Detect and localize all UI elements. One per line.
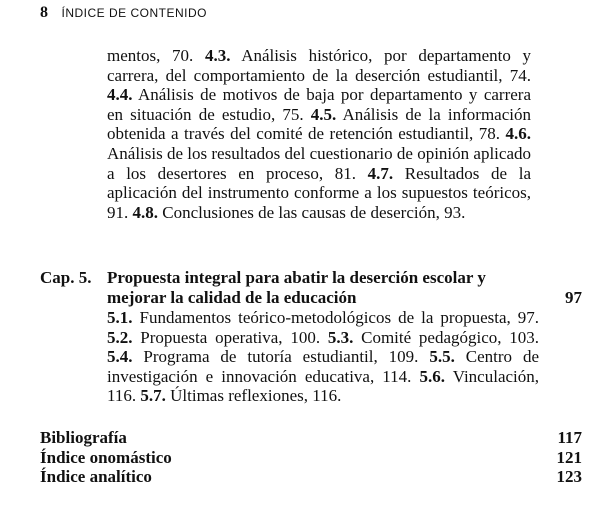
back-matter-row [40,467,582,487]
back-matter-label: Bibliografía [40,428,127,447]
section-number: 5.6. [419,366,445,386]
section-number: 4.3. [204,46,231,65]
back-matter-row [40,428,582,448]
entry-text: Análisis histórico, por departamento y carrera, del comportamiento de la deserción estudiantil, 74. [107,46,532,85]
back-matter-page: 117 [557,428,582,447]
section-number: 5.3. [327,327,354,347]
entry-text: Centro de investigación e innovación educativa, 114. [107,347,539,386]
back-matter-label: Índice onomástico [40,447,172,467]
entry-text: Análisis de los resultados del cuestionario de opinión aplicado a los desertores en proceso, 81. [107,143,531,183]
section-number: 5.1. [107,308,133,327]
page-number: 8 [40,4,48,21]
entry-text: Fundamentos teórico-metodológicos de la propuesta, 97. [139,308,539,327]
entry-text: Análisis de motivos de baja por departamento y carrera en situación de estudio, 75. [107,85,531,124]
chapter-title: Propuesta integral para abatir la deserción escolar y mejorar la calidad de la educación [107,268,486,307]
page-header [40,4,207,22]
back-matter-label: Índice analítico [40,467,152,487]
chapter-5-sections [107,308,539,406]
section-number: 4.8. [132,202,158,222]
section-number: 5.7. [140,386,166,406]
section-number: 4.6. [505,124,531,144]
section-number: 4.4. [107,85,133,105]
back-matter-page: 121 [556,447,582,467]
section-number: 4.5. [310,104,337,124]
entry-text: Comité pedagógico, 103. [361,327,540,347]
back-matter-row [40,448,582,468]
back-matter-list [40,428,582,487]
entry-text: Vinculación, 116. [107,366,540,406]
chapter-label: Cap. 5. [40,268,92,287]
entry-text: Análisis de la información obtenida a través del comité de retención estudiantil, 78. [107,104,531,144]
section-number: 5.4. [107,347,133,367]
entry-text: Propuesta operativa, 100. [140,327,321,347]
entry-text: Programa de tutoría estudiantil, 109. [143,347,419,367]
section-number: 5.2. [107,327,133,347]
entry-text: Resultados de la aplicación del instrumento conforme a los supuestos teóricos, 91. [107,163,532,222]
entry-text: mentos, 70. [107,46,194,65]
back-matter-page: 123 [556,467,582,487]
entry-text: Conclusiones de las causas de deserción, 93. [162,202,466,222]
section-number: 5.5. [429,347,455,367]
chapter-4-continuation [107,46,531,222]
section-number: 4.7. [367,163,394,183]
chapter-page: 97 [565,288,582,307]
running-title: ÍNDICE DE CONTENIDO [61,6,208,20]
entry-text: Últimas reflexiones, 116. [170,386,342,406]
